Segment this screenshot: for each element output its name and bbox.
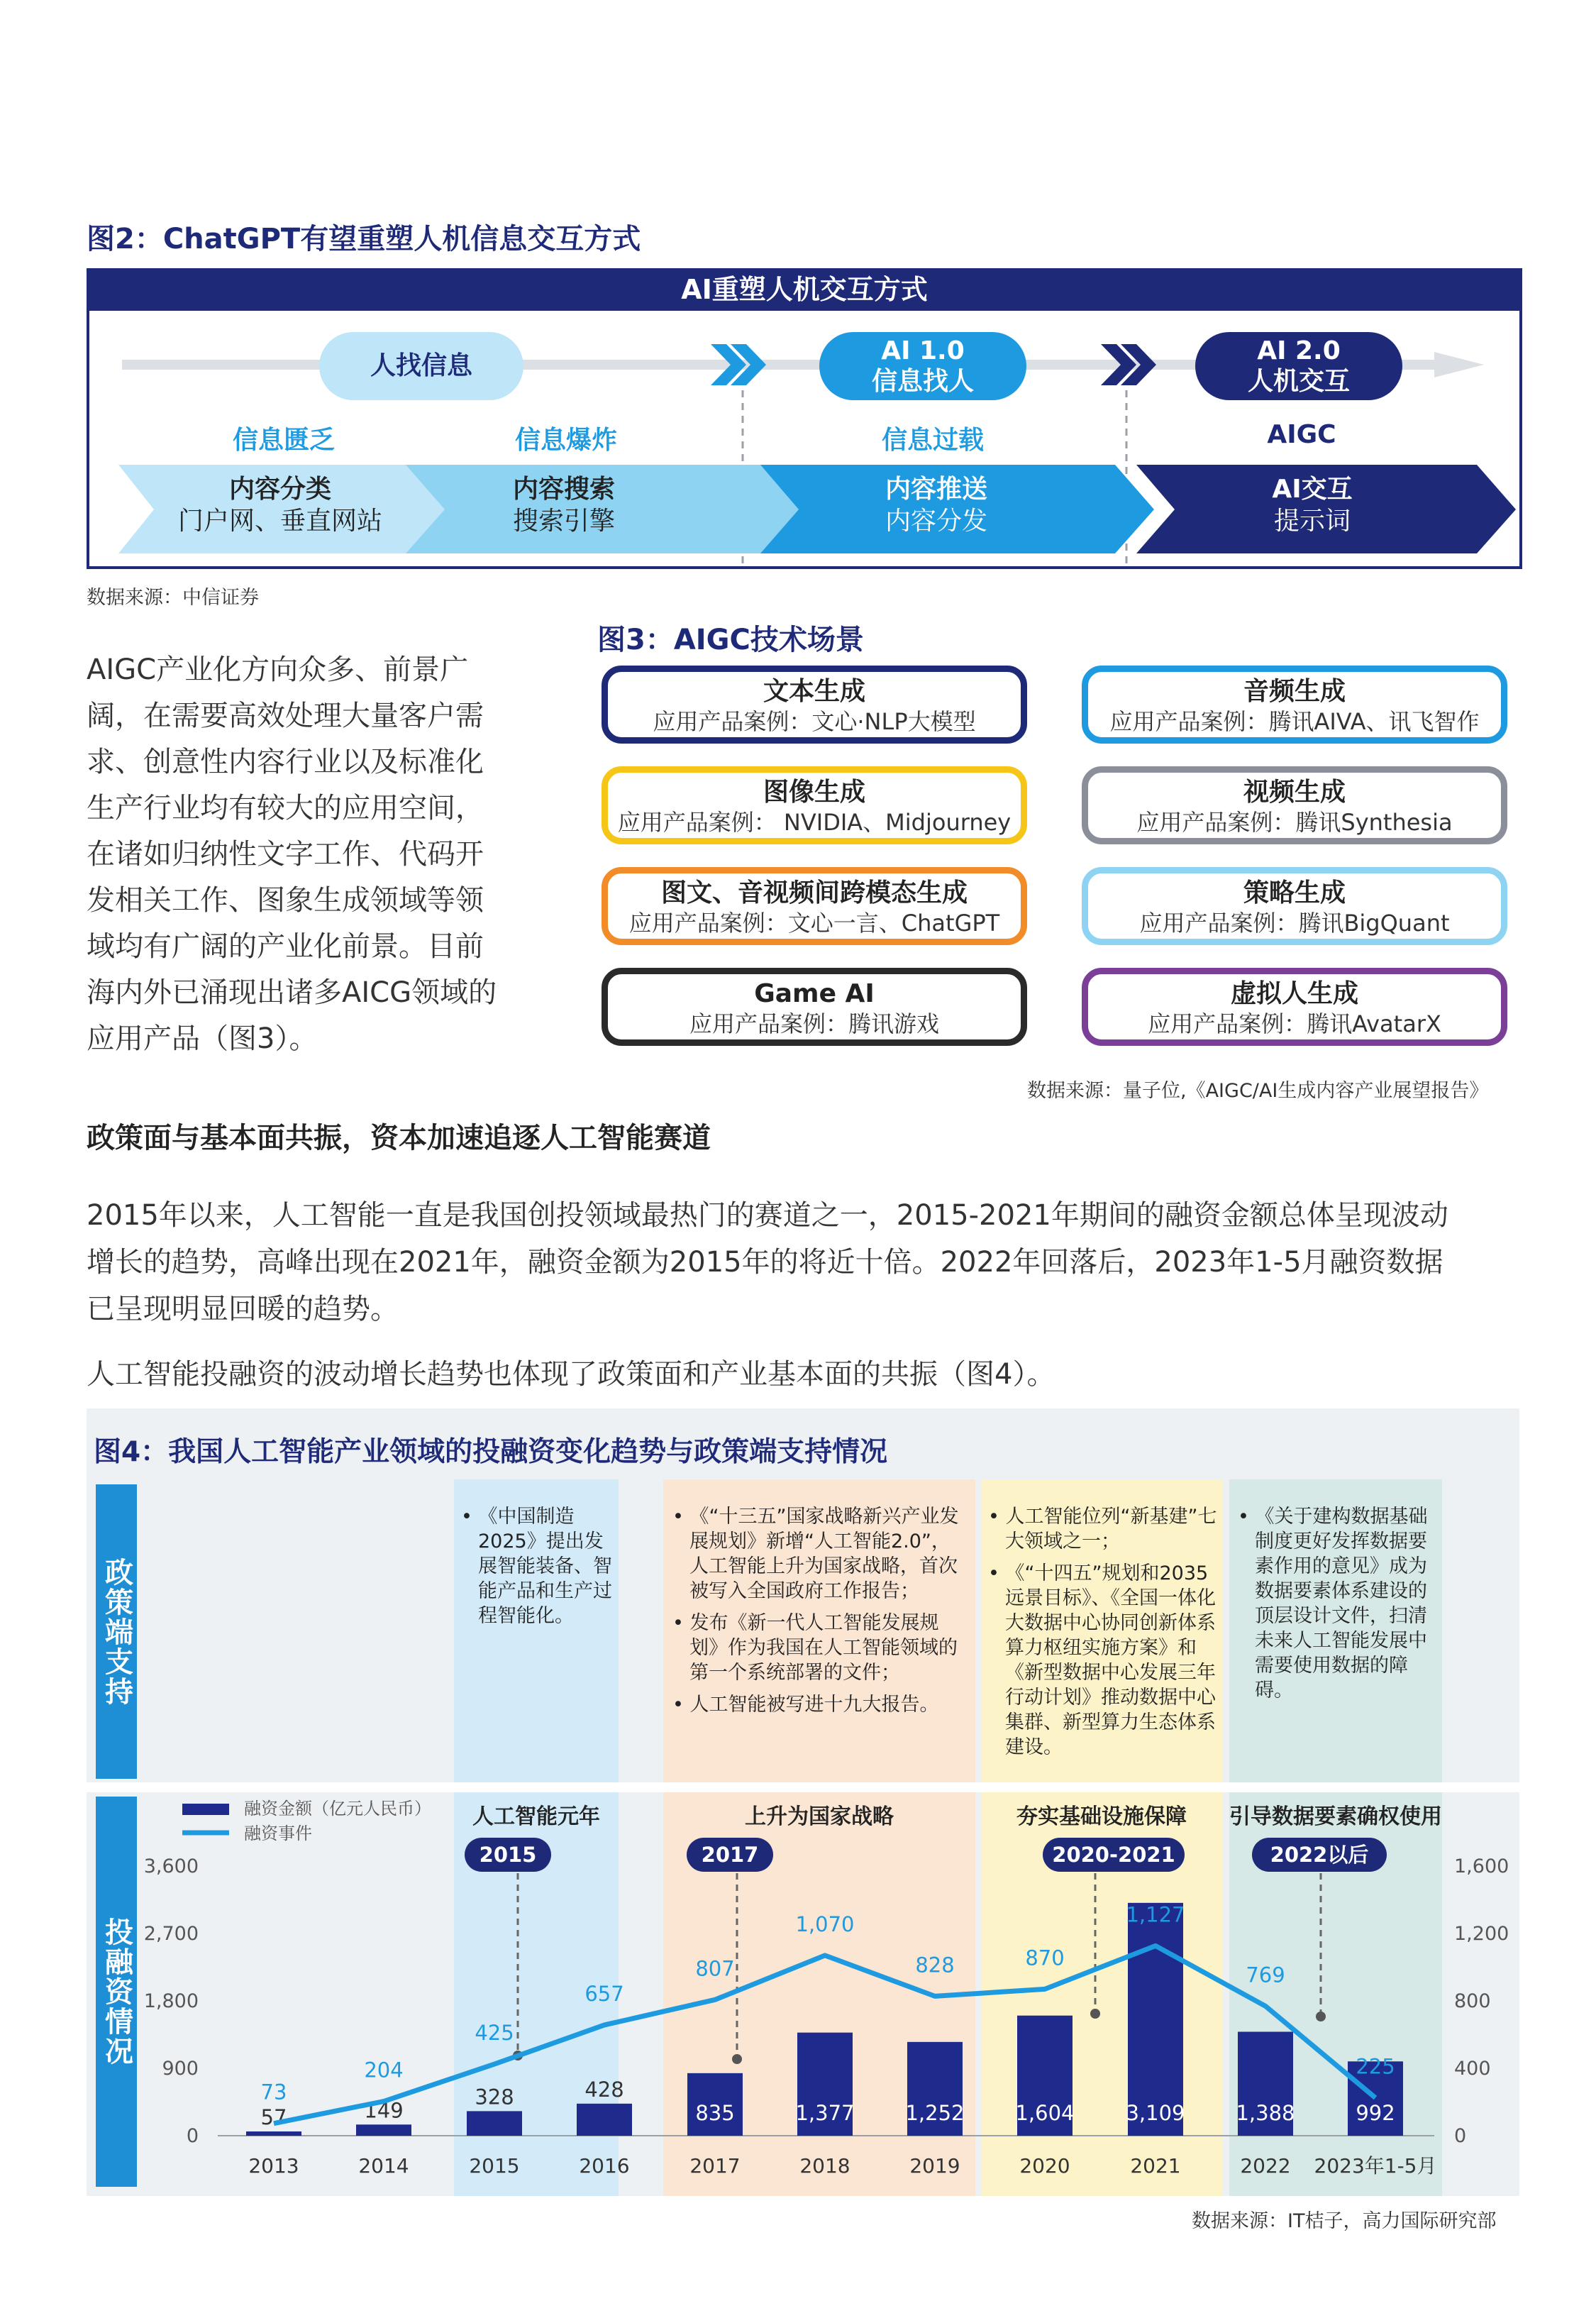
x-tick-label: 2015	[469, 2154, 520, 2178]
card-text-gen: 文本生成 应用产品案例：文心·NLP大模型	[602, 666, 1027, 744]
fig3-source: 数据来源：量子位,《AIGC/AI生成内容产业展望报告》	[1027, 1080, 1489, 1102]
line-value-label: 73	[260, 2080, 287, 2104]
line-value-label: 1,127	[1126, 1902, 1185, 1927]
bar	[467, 2111, 522, 2136]
legend-bar-swatch	[182, 1804, 229, 1815]
era-title: 上升为国家战略	[745, 1804, 894, 1829]
bar-value-label: 1,377	[795, 2101, 855, 2125]
card-video-gen: 视频生成 应用产品案例：腾讯Synthesia	[1082, 766, 1507, 844]
body-paragraph: 人工智能投融资的波动增长趋势也体现了政策面和产业基本面的共振（图4）。	[87, 1358, 1055, 1391]
pill-ai-1: AI 1.0 信息找人	[819, 332, 1026, 400]
timeline-arrow-head	[1434, 352, 1484, 377]
policy-2022: • 《关于建构数据基础制度更好发挥数据要素作用的意见》成为数据要素体系建设的顶层设计文件，扫清未来人工智能发展中需要使用数据的障碍。	[1238, 1506, 1428, 1701]
line-value-label: 870	[1025, 1946, 1065, 1970]
line-value-label: 225	[1356, 2054, 1395, 2079]
intro-paragraph: AIGC产业化方向众多、前景广 阔，在需要高效处理大量客户需 求、创意性内容行业以及标准化 生产行业均有较大的应用空间， 在诸如归纳性文字工作、代码开 发相关工作、图象生成领域等领 域均有广阔的产业化前景。目前 海内外已涌现出诸多AICG领域的 应用产品（图3）。	[87, 653, 497, 1055]
line-value-label: 1,070	[795, 1911, 855, 1936]
policy-2017: • 《“十三五”国家战略新兴产业发展规划》新增“人工智能2.0”，人工智能上升为国家战略，首次被写入全国政府工作报告； • 发布《新一代人工智能发展规划》作为我国在人工智能领域的第一个系统部署的文件； • 人工智能被写进十九大报告。	[672, 1506, 959, 1716]
legend-bar-label: 融资金额（亿元人民币）	[244, 1799, 431, 1819]
line-value-label: 807	[695, 1956, 735, 1981]
bar	[577, 2104, 632, 2136]
line-value-label: 769	[1246, 1963, 1285, 1987]
y-left-tick: 1,800	[143, 1990, 199, 2012]
bar-value-label: 57	[260, 2104, 287, 2129]
x-tick-label: 2021	[1130, 2154, 1181, 2178]
bar-value-label: 149	[364, 2098, 404, 2123]
card-strategy-gen: 策略生成 应用产品案例：腾讯BigQuant	[1082, 867, 1507, 945]
era-marker-dot	[1316, 2012, 1326, 2021]
fig2-title: 图2：ChatGPT有望重塑人机信息交互方式	[87, 223, 641, 255]
band-gap	[87, 1782, 1519, 1792]
card-game-ai: Game AI 应用产品案例：腾讯游戏	[602, 968, 1027, 1046]
invest-side-label: 投融资情况	[96, 1797, 137, 2187]
era-title: 夯实基础设施保障	[1016, 1804, 1187, 1829]
bar-value-label: 328	[475, 2085, 514, 2109]
x-tick-label: 2017	[689, 2154, 741, 2178]
era-marker-dot	[1090, 2009, 1100, 2019]
stage-box: 内容分类 门户网、垂直网站	[177, 475, 382, 536]
y-right-tick: 0	[1454, 2125, 1467, 2147]
y-right-tick: 1,200	[1454, 1923, 1509, 1945]
fig4-title: 图4：我国人工智能产业领域的投融资变化趋势与政策端支持情况	[94, 1436, 888, 1468]
year-pill: 2015	[465, 1838, 551, 1872]
stage-box: 内容推送 内容分发	[885, 475, 987, 536]
fig4-source: 数据来源：IT桔子，高力国际研究部	[1192, 2210, 1497, 2232]
policy-2020: • 人工智能位列“新基建”七大领域之一； • 《“十四五”规划和2035远景目标》、《全国一体化大数据中心协同创新体系算力枢纽实施方案》和《新型数据中心发展三年行动计划》推动数据中心集群、新型算力生态体系建设。	[988, 1506, 1217, 1758]
fig2-source: 数据来源：中信证券	[87, 587, 259, 609]
x-tick-label: 2022	[1240, 2154, 1291, 2178]
bar-value-label: 428	[584, 2077, 624, 2102]
stage-label: 信息过载	[881, 426, 984, 455]
stage-box: 内容搜索 搜索引擎	[512, 475, 615, 536]
line-value-label: 657	[584, 1981, 624, 2006]
line-value-label: 828	[915, 1953, 955, 1977]
policy-side-label: 政策端支持	[96, 1484, 137, 1779]
y-left-tick: 2,700	[143, 1923, 199, 1945]
year-pill: 2022以后	[1252, 1838, 1387, 1872]
bar-value-label: 1,604	[1015, 2101, 1075, 2125]
y-left-tick: 3,600	[143, 1855, 199, 1877]
x-tick-label: 2020	[1019, 2154, 1070, 2178]
x-tick-label: 2014	[358, 2154, 409, 2178]
line-value-label: 425	[475, 2021, 514, 2046]
era-marker-dot	[732, 2054, 742, 2064]
x-tick-label: 2013	[248, 2154, 299, 2178]
fig3-title: 图3：AIGC技术场景	[597, 624, 864, 656]
bar-value-label: 3,109	[1126, 2101, 1185, 2125]
card-cross-modal-gen: 图文、音视频间跨模态生成 应用产品案例：文心一言、ChatGPT	[602, 867, 1027, 945]
x-tick-label: 2019	[909, 2154, 960, 2178]
year-pill: 2020-2021	[1043, 1838, 1185, 1872]
stage-label: AIGC	[1267, 420, 1336, 449]
bar	[246, 2131, 301, 2136]
y-left-tick: 0	[186, 2125, 199, 2147]
legend-line-label: 融资事件	[244, 1824, 312, 1843]
stage-label: 信息爆炸	[514, 426, 617, 455]
stage-label: 信息匮乏	[232, 426, 335, 455]
card-virtual-human-gen: 虚拟人生成 应用产品案例：腾讯AvatarX	[1082, 968, 1507, 1046]
card-audio-gen: 音频生成 应用产品案例：腾讯AIVA、讯飞智作	[1082, 666, 1507, 744]
era-title: 引导数据要素确权使用	[1229, 1804, 1442, 1829]
bar-value-label: 835	[695, 2101, 735, 2125]
fig4-chart	[87, 1792, 1519, 2190]
y-left-tick: 900	[162, 2058, 199, 2080]
x-tick-label: 2023年1-5月	[1314, 2154, 1437, 2178]
y-right-tick: 800	[1454, 1990, 1491, 2012]
policy-2015: • 《中国制造2025》提出发展智能装备、智能产品和生产过程智能化。	[461, 1506, 612, 1627]
x-tick-label: 2018	[799, 2154, 850, 2178]
body-paragraph: 2015年以来，人工智能一直是我国创投领域最热门的赛道之一，2015-2021年期间的融资金额总体呈现波动 增长的趋势，高峰出现在2021年，融资金额为2015年的将近十倍。2022年回落后，2023年1-5月融资数据 已呈现明显回暖的趋势。	[87, 1199, 1448, 1325]
stage-box: AI交互 提示词	[1272, 475, 1353, 536]
era-title: 人工智能元年	[472, 1804, 600, 1829]
pill-ai-2: AI 2.0 人机交互	[1195, 332, 1402, 400]
bar	[356, 2124, 411, 2136]
line-value-label: 204	[364, 2058, 404, 2082]
bar-value-label: 1,388	[1236, 2101, 1295, 2125]
fig2-header: AI重塑人机交互方式	[87, 268, 1522, 311]
y-right-tick: 400	[1454, 2058, 1491, 2080]
card-image-gen: 图像生成 应用产品案例： NVIDIA、Midjourney	[602, 766, 1027, 844]
pill-human-find-info: 人找信息	[319, 332, 523, 400]
bar-value-label: 992	[1356, 2101, 1395, 2125]
y-right-tick: 1,600	[1454, 1855, 1509, 1877]
year-pill: 2017	[687, 1838, 773, 1872]
bar-value-label: 1,252	[905, 2101, 965, 2125]
section-heading: 政策面与基本面共振，资本加速追逐人工智能赛道	[87, 1122, 711, 1154]
x-tick-label: 2016	[579, 2154, 630, 2178]
